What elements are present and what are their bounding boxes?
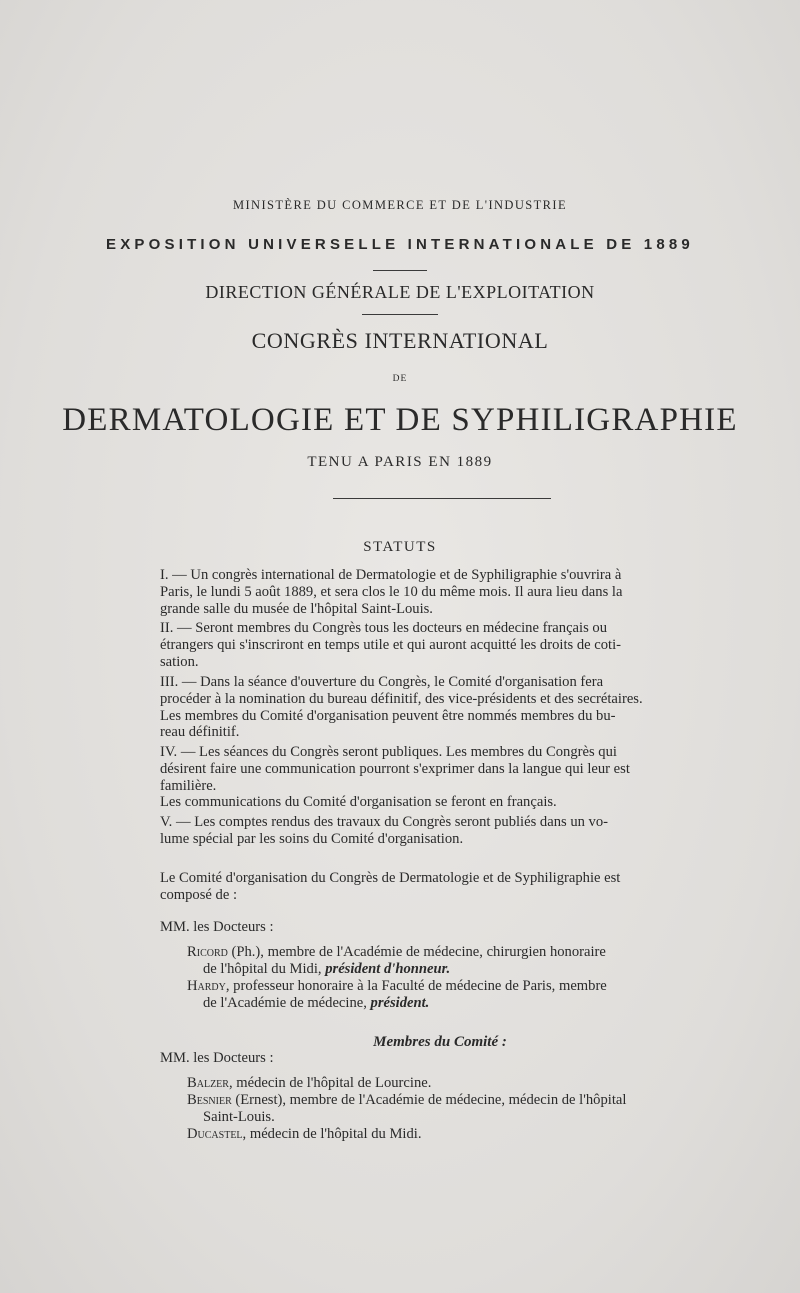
mm-docteurs-label-2 <box>160 1050 740 1067</box>
text-line: V. — Les comptes rendus des travaux du Congrès seront publiés dans un vo- <box>160 814 609 830</box>
text-line: Les communications du Comité d'organisation se feront en français. <box>160 794 557 811</box>
member-name: Ducastel <box>187 1126 243 1142</box>
entry-ricord <box>187 944 740 961</box>
member-desc: de l'hôpital du Midi, <box>203 961 326 977</box>
article-2 <box>160 620 740 670</box>
member-desc: , médecin de l'hôpital de Lourcine. <box>228 1075 432 1091</box>
text-line: Paris, le lundi 5 août 1889, et sera clos le 10 du même mois. Il aura lieu dans la <box>160 583 623 600</box>
member-role: président d'honneur. <box>325 961 451 977</box>
text-line: I. — Un congrès international de Dermatologie et de Syphiligraphie s'ouvrira à <box>160 567 622 583</box>
mm-docteurs-label <box>160 919 740 936</box>
text-line: procéder à la nomination du bureau définitif, des vice-présidents et des secrétaires. <box>160 690 643 707</box>
statuts-heading: STATUTS <box>363 539 437 555</box>
entry-ricord-cont <box>203 961 740 978</box>
entry-besnier-cont <box>203 1109 740 1126</box>
text-line: Le Comité d'organisation du Congrès de Dermatologie et de Syphiligraphie est <box>160 870 621 886</box>
text-line: familière. <box>160 777 217 794</box>
tenu-subtitle: TENU A PARIS EN 1889 <box>307 454 493 470</box>
direction-heading: DIRECTION GÉNÉRALE DE L'EXPLOITATION <box>205 282 595 302</box>
member-desc: Saint-Louis. <box>203 1109 275 1125</box>
text-line: III. — Dans la séance d'ouverture du Congrès, le Comité d'organisation fera <box>160 674 604 690</box>
entry-hardy-cont <box>203 995 740 1012</box>
congres-heading: CONGRÈS INTERNATIONAL <box>251 328 549 353</box>
text-line: sation. <box>160 653 199 670</box>
divider-rule <box>362 314 438 315</box>
text-line: IV. — Les séances du Congrès seront publiques. Les membres du Congrès qui <box>160 744 617 760</box>
text-line: MM. les Docteurs : <box>160 919 274 935</box>
entry-besnier <box>187 1092 740 1109</box>
entry-balzer <box>187 1075 740 1092</box>
text-line: MM. les Docteurs : <box>160 1050 274 1066</box>
member-name: Besnier <box>187 1092 232 1108</box>
member-desc: , professeur honoraire à la Faculté de médecine de Paris, membre <box>225 978 607 994</box>
text-line: reau définitif. <box>160 724 240 741</box>
member-name: Hardy <box>187 978 226 994</box>
de-heading: DE <box>392 374 408 384</box>
member-role: président. <box>370 995 430 1011</box>
subject-title: DERMATOLOGIE ET DE SYPHILIGRAPHIE <box>62 402 738 438</box>
member-desc: de l'Académie de médecine, <box>203 995 371 1011</box>
article-3 <box>160 674 740 741</box>
member-desc: (Ernest), membre de l'Académie de médecine, médecin de l'hôpital <box>231 1092 627 1108</box>
member-desc: , médecin de l'hôpital du Midi. <box>242 1126 422 1142</box>
text-line: lume spécial par les soins du Comité d'organisation. <box>160 830 464 847</box>
membres-heading: Membres du Comité : <box>373 1034 507 1050</box>
member-desc: (Ph.), membre de l'Académie de médecine, chirurgien honoraire <box>227 944 606 960</box>
text-line: grande salle du musée de l'hôpital Saint-Louis. <box>160 600 433 617</box>
article-5 <box>160 814 740 848</box>
member-name: Ricord <box>187 944 228 960</box>
text-line: désirent faire une communication pourront s'exprimer dans la langue qui leur est <box>160 760 630 777</box>
text-line: composé de : <box>160 886 238 903</box>
composition-intro <box>160 870 740 904</box>
member-name: Balzer <box>187 1075 229 1091</box>
ministere-heading: MINISTÈRE DU COMMERCE ET DE L'INDUSTRIE <box>232 198 568 212</box>
divider-rule <box>373 270 427 271</box>
entry-hardy <box>187 978 740 995</box>
text-line: étrangers qui s'inscriront en temps utile et qui auront acquitté les droits de coti- <box>160 636 621 653</box>
exposition-heading: EXPOSITION UNIVERSELLE INTERNATIONALE DE 1889 <box>106 236 694 253</box>
article-4 <box>160 744 740 811</box>
divider-rule <box>333 498 551 499</box>
article-1 <box>160 567 740 617</box>
text-line: II. — Seront membres du Congrès tous les docteurs en médecine français ou <box>160 620 608 636</box>
text-line: Les membres du Comité d'organisation peuvent être nommés membres du bu- <box>160 707 616 724</box>
entry-ducastel <box>187 1126 740 1143</box>
